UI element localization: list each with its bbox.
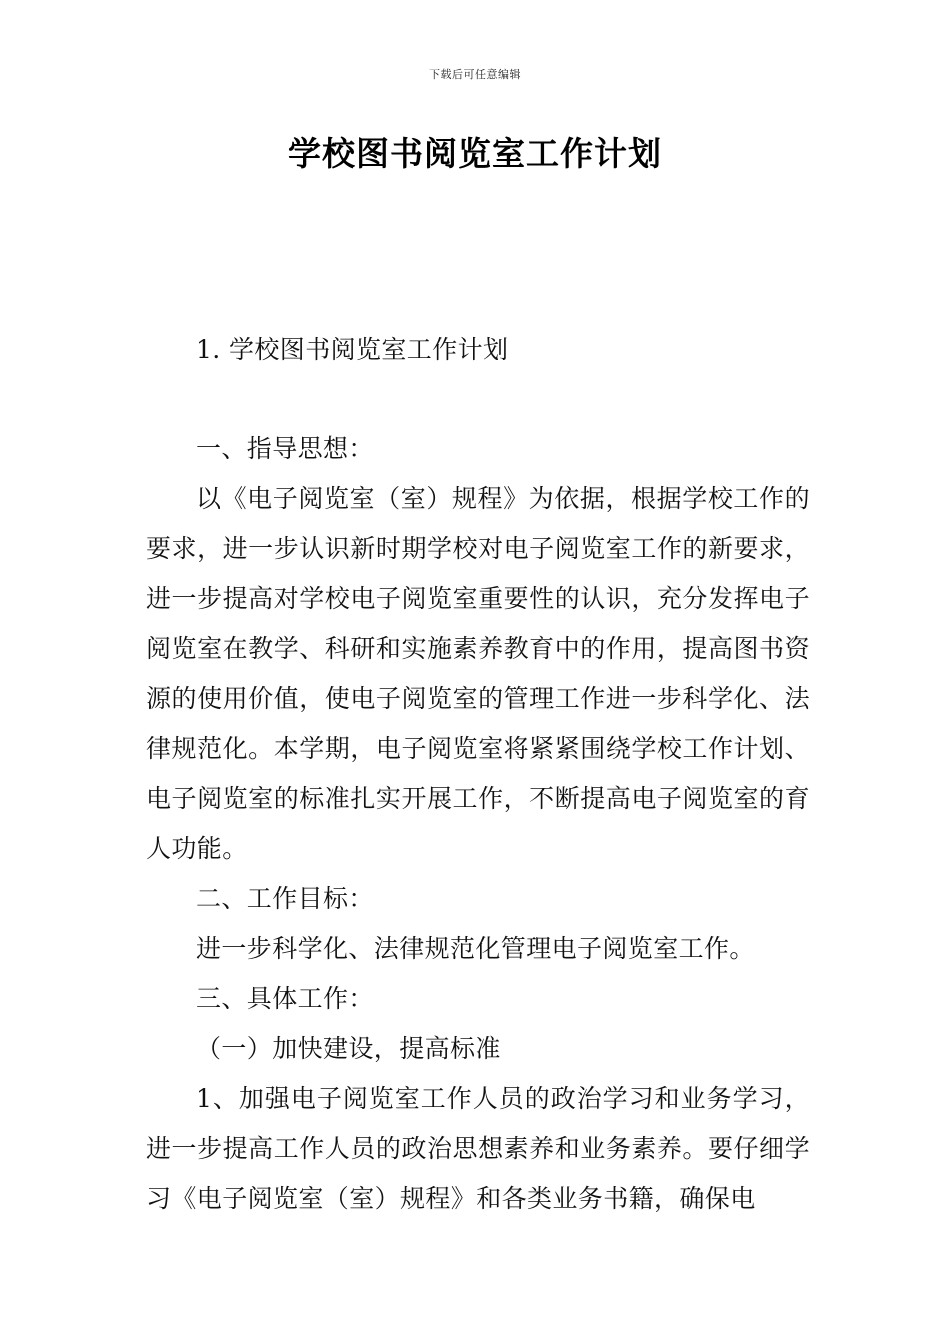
document-title: 学校图书阅览室工作计划	[288, 134, 662, 173]
subheading-construction: （一）加快建设，提高标准	[196, 1034, 501, 1063]
heading-specific-work: 三、具体工作：	[196, 984, 374, 1013]
header-note: 下载后可任意编辑	[429, 68, 521, 81]
paragraph-work-goal: 进一步科学化、法律规范化管理电子阅览室工作。	[196, 934, 755, 963]
document-body	[146, 325, 810, 1224]
section-title: 1. 学校图书阅览室工作计划	[196, 335, 509, 364]
heading-work-goal: 二、工作目标：	[196, 884, 374, 913]
spacer	[146, 375, 810, 424]
heading-guiding-thought: 一、指导思想：	[196, 434, 374, 463]
paragraph-item-1: 1、加强电子阅览室工作人员的政治学习和业务学习，进一步提高工作人员的政治思想素养和业务素养。要仔细学习《电子阅览室（室）规程》和各类业务书籍，确保电	[146, 1084, 810, 1213]
paragraph-guiding-thought: 以《电子阅览室（室）规程》为依据，根据学校工作的要求，进一步认识新时期学校对电子阅览室工作的新要求，进一步提高对学校电子阅览室重要性的认识，充分发挥电子阅览室在教学、科研和实施素养教育中的作用，提高图书资源的使用价值，使电子阅览室的管理工作进一步科学化、法律规范化。本学期，电子阅览室将紧紧围绕学校工作计划、电子阅览室的标准扎实开展工作，不断提高电子阅览室的育人功能。	[146, 484, 810, 863]
